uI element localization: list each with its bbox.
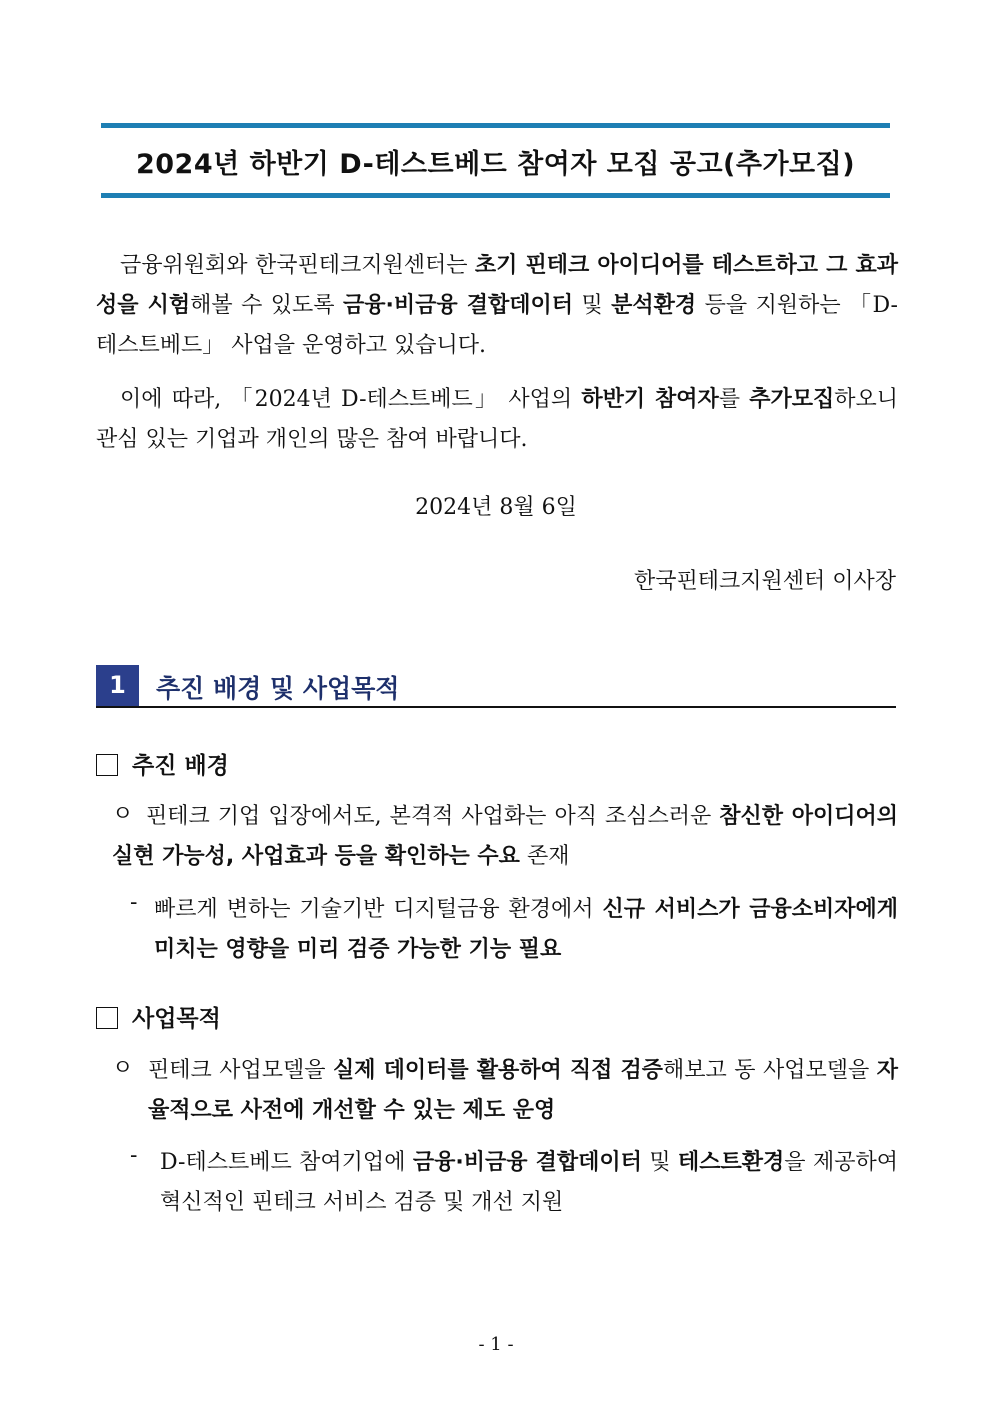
emphasized-text: 금융·비금융 결합데이터 [412,1150,642,1175]
emphasized-text: 추가모집 [749,387,835,412]
purpose-subpoint [160,1143,898,1223]
page-title: 2024년 하반기 D-테스트베드 참여자 모집 공고(추가모집) [135,149,856,180]
subheading-purpose [96,1000,221,1033]
intro-paragraph-2 [96,380,898,460]
section-number: 1 [96,665,139,706]
section-title: 추진 배경 및 사업목적 [156,674,400,703]
body-text: 해보고 동 사업모델을 [663,1058,877,1083]
square-bullet-icon [96,754,118,776]
body-text: 빠르게 변하는 기술기반 디지털금융 환경에서 [154,897,603,922]
issuing-organization: 한국핀테크지원센터 이사장 [633,569,896,594]
emphasized-text: 자율적으로 사전에 개선할 수 있는 제도 운영 [148,1058,898,1123]
body-text: 이에 따라, 「2024년 D-테스트베드」 사업의 [120,387,582,412]
body-text: 해볼 수 있도록 [190,293,343,318]
section-rule [96,706,896,708]
body-text: 하오니 관심 있는 기업과 개인의 많은 참여 바랍니다. [96,387,898,452]
body-text: D-테스트베드 참여기업에 [160,1150,413,1175]
emphasized-text: 신규 서비스가 금융소비자에게 미치는 영향을 미리 검증 가능한 기능 필요 [154,897,898,962]
body-text: 및 [641,1150,679,1175]
circle-bullet-icon: ㅇ [112,802,134,827]
background-subpoint [154,890,898,970]
body-text: 을 제공하여 혁신적인 핀테크 서비스 검증 및 개선 지원 [160,1150,898,1215]
body-text: 및 [573,293,612,318]
body-text: 등을 지원하는 「D-테스트베드」 사업을 운영하고 있습니다. [96,293,898,358]
background-point [112,797,898,877]
emphasized-text: 하반기 참여자 [581,387,719,412]
emphasized-text: 실제 데이터를 활용하여 직접 검증 [332,1058,664,1083]
body-text: 금융위원회와 한국핀테크지원센터는 [120,253,475,278]
title-top-rule [101,123,890,128]
body-text: 핀테크 사업모델을 [148,1058,333,1083]
subheading-background-label: 추진 배경 [132,753,229,779]
body-text: 핀테크 기업 입장에서도, 본격적 사업화는 아직 조심스러운 [146,804,720,829]
title-bottom-rule [101,193,890,198]
body-text: 를 [718,387,750,412]
intro-paragraph-1 [96,246,898,366]
dash-bullet-icon: - [130,890,138,915]
emphasized-text: 금융·비금융 결합데이터 [343,293,573,318]
dash-bullet-icon: - [130,1143,138,1168]
title-block [101,123,890,198]
body-text: 존재 [519,844,570,869]
circle-bullet-icon: ㅇ [112,1056,134,1081]
emphasized-text: 테스트환경 [678,1150,785,1175]
subheading-purpose-label: 사업목적 [132,1006,221,1032]
subheading-background [96,747,229,780]
emphasized-text: 분석환경 [611,293,697,318]
announcement-date: 2024년 8월 6일 [415,495,577,520]
emphasized-text: 참신한 아이디어의 실현 가능성, 사업효과 등을 확인하는 수요 [112,804,898,869]
purpose-point [148,1051,898,1131]
emphasized-text: 초기 핀테크 아이디어를 테스트하고 그 효과성을 시험 [96,253,898,318]
section-header [96,665,896,708]
page-number: - 1 - [478,1334,514,1355]
square-bullet-icon [96,1007,118,1029]
